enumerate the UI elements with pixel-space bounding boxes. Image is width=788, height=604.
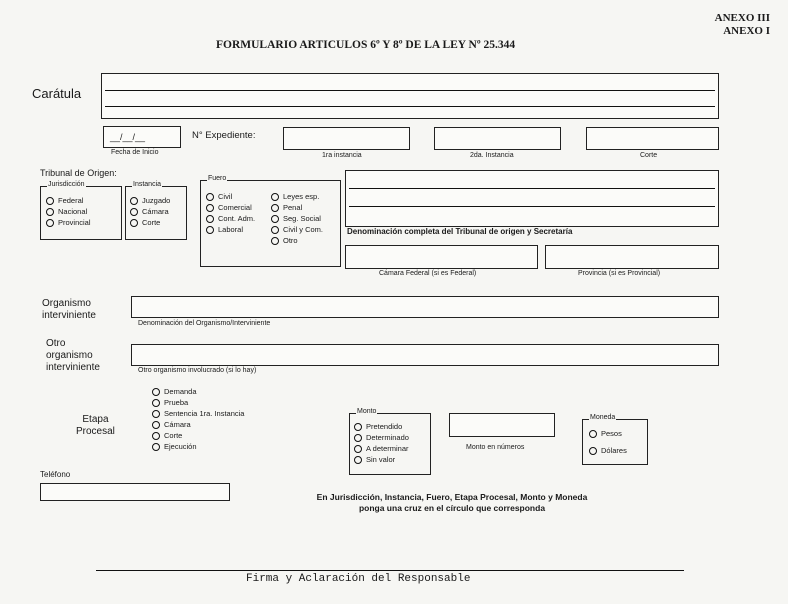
option-label: Cámara <box>142 207 169 216</box>
option-label: Corte <box>142 218 161 227</box>
etapa-demanda[interactable] <box>152 386 244 397</box>
fuero-leyes-esp[interactable] <box>271 191 323 202</box>
monto-options <box>354 421 409 465</box>
provincia-field[interactable] <box>545 245 719 269</box>
firma-label: Firma y Aclaración del Responsable <box>246 573 471 585</box>
monto-pretendido[interactable] <box>354 421 409 432</box>
monto-determinado[interactable] <box>354 432 409 443</box>
radio-circle[interactable] <box>46 219 54 227</box>
option-label: Otro <box>283 236 298 245</box>
fuero-seg-social[interactable] <box>271 213 323 224</box>
etapa-procesal-label <box>76 414 115 438</box>
option-label: Pesos <box>601 429 622 438</box>
denominacion-line <box>349 188 715 189</box>
radio-circle[interactable] <box>152 432 160 440</box>
monto-a-determinar[interactable] <box>354 443 409 454</box>
etapa-line2: Procesal <box>76 426 115 437</box>
expediente-corte-label: Corte <box>640 152 658 159</box>
expediente-label: N° Expediente: <box>192 130 256 141</box>
monto-title: Monto <box>357 408 377 415</box>
instancia-title: Instancia <box>133 181 162 188</box>
camara-federal-field[interactable] <box>345 245 538 269</box>
otro-organismo-caption: Otro organismo involucrado (si lo hay) <box>138 367 257 374</box>
radio-circle[interactable] <box>46 197 54 205</box>
moneda-group <box>582 414 648 465</box>
radio-circle[interactable] <box>354 423 362 431</box>
otro-line1: Otro <box>46 338 66 349</box>
instancia-camara[interactable] <box>130 206 170 217</box>
option-label: Sentencia 1ra. Instancia <box>164 409 245 418</box>
option-label: Prueba <box>164 398 189 407</box>
caratula-field[interactable] <box>101 73 719 119</box>
jurisdiccion-options <box>46 195 91 228</box>
otro-line3: interviniente <box>46 362 100 373</box>
option-label: Demanda <box>164 387 197 396</box>
expediente-2da-field[interactable] <box>434 127 561 150</box>
monto-group <box>349 408 431 475</box>
option-label: Dólares <box>601 446 627 455</box>
expediente-corte-field[interactable] <box>586 127 719 150</box>
option-label: Juzgado <box>142 196 171 205</box>
etapa-corte[interactable] <box>152 430 244 441</box>
caratula-line <box>105 90 715 91</box>
jurisdiccion-nacional[interactable] <box>46 206 91 217</box>
option-label: Pretendido <box>366 422 403 431</box>
etapa-prueba[interactable] <box>152 397 244 408</box>
option-label: Cámara <box>164 420 191 429</box>
option-label: Cont. Adm. <box>218 214 256 223</box>
radio-circle[interactable] <box>152 443 160 451</box>
option-label: Civil <box>218 192 233 201</box>
fecha-inicio-field[interactable] <box>103 126 181 148</box>
instancia-corte[interactable] <box>130 217 170 228</box>
fuero-group <box>200 175 341 267</box>
etapa-sentencia[interactable] <box>152 408 244 419</box>
moneda-pesos[interactable] <box>589 428 627 439</box>
organismo-caption: Denominación del Organismo/Interviniente <box>138 320 271 327</box>
radio-circle[interactable] <box>46 208 54 216</box>
fuero-col1 <box>206 191 255 235</box>
option-label: Federal <box>58 196 84 205</box>
option-label: Laboral <box>218 225 244 234</box>
instruction-line2: ponga una cruz en el círculo que corresponda <box>358 503 546 513</box>
annex-label <box>715 12 770 38</box>
caratula-label: Carátula <box>32 86 82 101</box>
radio-circle[interactable] <box>271 215 279 223</box>
option-label: Nacional <box>58 207 88 216</box>
expediente-1ra-field[interactable] <box>283 127 410 150</box>
fuero-laboral[interactable] <box>206 224 255 235</box>
telefono-label: Teléfono <box>40 470 71 479</box>
radio-circle[interactable] <box>152 421 160 429</box>
monto-numeros-field[interactable] <box>449 413 555 437</box>
annex-iii: ANEXO III <box>714 12 770 24</box>
option-label: Seg. Social <box>283 214 321 223</box>
annex-i: ANEXO I <box>723 25 770 37</box>
fuero-cont-adm[interactable] <box>206 213 255 224</box>
option-label: Determinado <box>366 433 409 442</box>
etapa-line1: Etapa <box>82 414 109 425</box>
option-label: Corte <box>164 431 183 440</box>
denominacion-tribunal-field[interactable] <box>345 170 719 227</box>
option-label: Comercial <box>218 203 252 212</box>
fuero-otro[interactable] <box>271 235 323 246</box>
otro-organismo-label <box>46 338 100 374</box>
radio-circle[interactable] <box>206 215 214 223</box>
expediente-2da-label: 2da. Instancia <box>470 152 514 159</box>
radio-circle[interactable] <box>206 226 214 234</box>
radio-circle[interactable] <box>152 388 160 396</box>
radio-circle[interactable] <box>354 456 362 464</box>
option-label: Provincial <box>58 218 91 227</box>
monto-sin-valor[interactable] <box>354 454 409 465</box>
radio-circle[interactable] <box>354 445 362 453</box>
instruction-line1: En Jurisdicción, Instancia, Fuero, Etapa Procesal, Monto y Moneda <box>316 492 588 502</box>
radio-circle[interactable] <box>589 430 597 438</box>
etapa-options <box>152 386 244 452</box>
option-label: A determinar <box>366 444 409 453</box>
radio-circle[interactable] <box>206 193 214 201</box>
option-label: Leyes esp. <box>283 192 320 201</box>
tribunal-label: Tribunal de Origen: <box>40 168 117 178</box>
monto-numeros-label: Monto en números <box>466 444 525 451</box>
jurisdiccion-title: Jurisdicción <box>48 181 85 188</box>
moneda-dolares[interactable] <box>589 445 627 456</box>
radio-circle[interactable] <box>152 399 160 407</box>
radio-circle[interactable] <box>354 434 362 442</box>
instancia-juzgado[interactable] <box>130 195 170 206</box>
moneda-title: Moneda <box>590 414 616 421</box>
jurisdiccion-provincial[interactable] <box>46 217 91 228</box>
organismo-line2: interviniente <box>42 310 96 321</box>
expediente-1ra-label: 1ra instancia <box>322 152 362 159</box>
instruction-text <box>262 492 642 514</box>
otro-organismo-field[interactable] <box>131 344 719 366</box>
radio-circle[interactable] <box>271 226 279 234</box>
radio-circle[interactable] <box>271 204 279 212</box>
option-label: Penal <box>283 203 303 212</box>
radio-circle[interactable] <box>271 193 279 201</box>
radio-circle[interactable] <box>130 197 138 205</box>
fuero-penal[interactable] <box>271 202 323 213</box>
etapa-camara[interactable] <box>152 419 244 430</box>
provincia-label: Provincia (si es Provincial) <box>578 270 661 277</box>
jurisdiccion-federal[interactable] <box>46 195 91 206</box>
etapa-ejecucion[interactable] <box>152 441 244 452</box>
denominacion-tribunal-label: Denominación completa del Tribunal de origen y Secretaría <box>347 227 573 236</box>
radio-circle[interactable] <box>130 208 138 216</box>
fuero-comercial[interactable] <box>206 202 255 213</box>
radio-circle[interactable] <box>271 237 279 245</box>
denominacion-line <box>349 206 715 207</box>
instancia-options <box>130 195 170 228</box>
organismo-line1: Organismo <box>42 298 91 309</box>
otro-line2: organismo <box>46 350 93 361</box>
instancia-group <box>125 181 187 240</box>
organismo-label <box>42 298 96 322</box>
fecha-inicio-label: Fecha de Inicio <box>111 149 159 156</box>
telefono-field[interactable] <box>40 483 230 501</box>
fuero-civil[interactable] <box>206 191 255 202</box>
fuero-title: Fuero <box>208 175 227 182</box>
radio-circle[interactable] <box>130 219 138 227</box>
radio-circle[interactable] <box>589 447 597 455</box>
radio-circle[interactable] <box>206 204 214 212</box>
radio-circle[interactable] <box>152 410 160 418</box>
option-label: Ejecución <box>164 442 197 451</box>
moneda-options <box>589 428 627 456</box>
fuero-civil-com[interactable] <box>271 224 323 235</box>
fuero-col2 <box>271 191 323 246</box>
jurisdiccion-group <box>40 181 122 240</box>
option-label: Sin valor <box>366 455 396 464</box>
camara-federal-label: Cámara Federal (si es Federal) <box>379 270 477 277</box>
firma-line <box>96 570 684 571</box>
fecha-value: __/__/__ <box>110 132 146 142</box>
caratula-line <box>105 106 715 107</box>
option-label: Civil y Com. <box>283 225 324 234</box>
form-title: FORMULARIO ARTICULOS 6º Y 8º DE LA LEY Nº 25.344 <box>216 39 516 51</box>
organismo-field[interactable] <box>131 296 719 318</box>
